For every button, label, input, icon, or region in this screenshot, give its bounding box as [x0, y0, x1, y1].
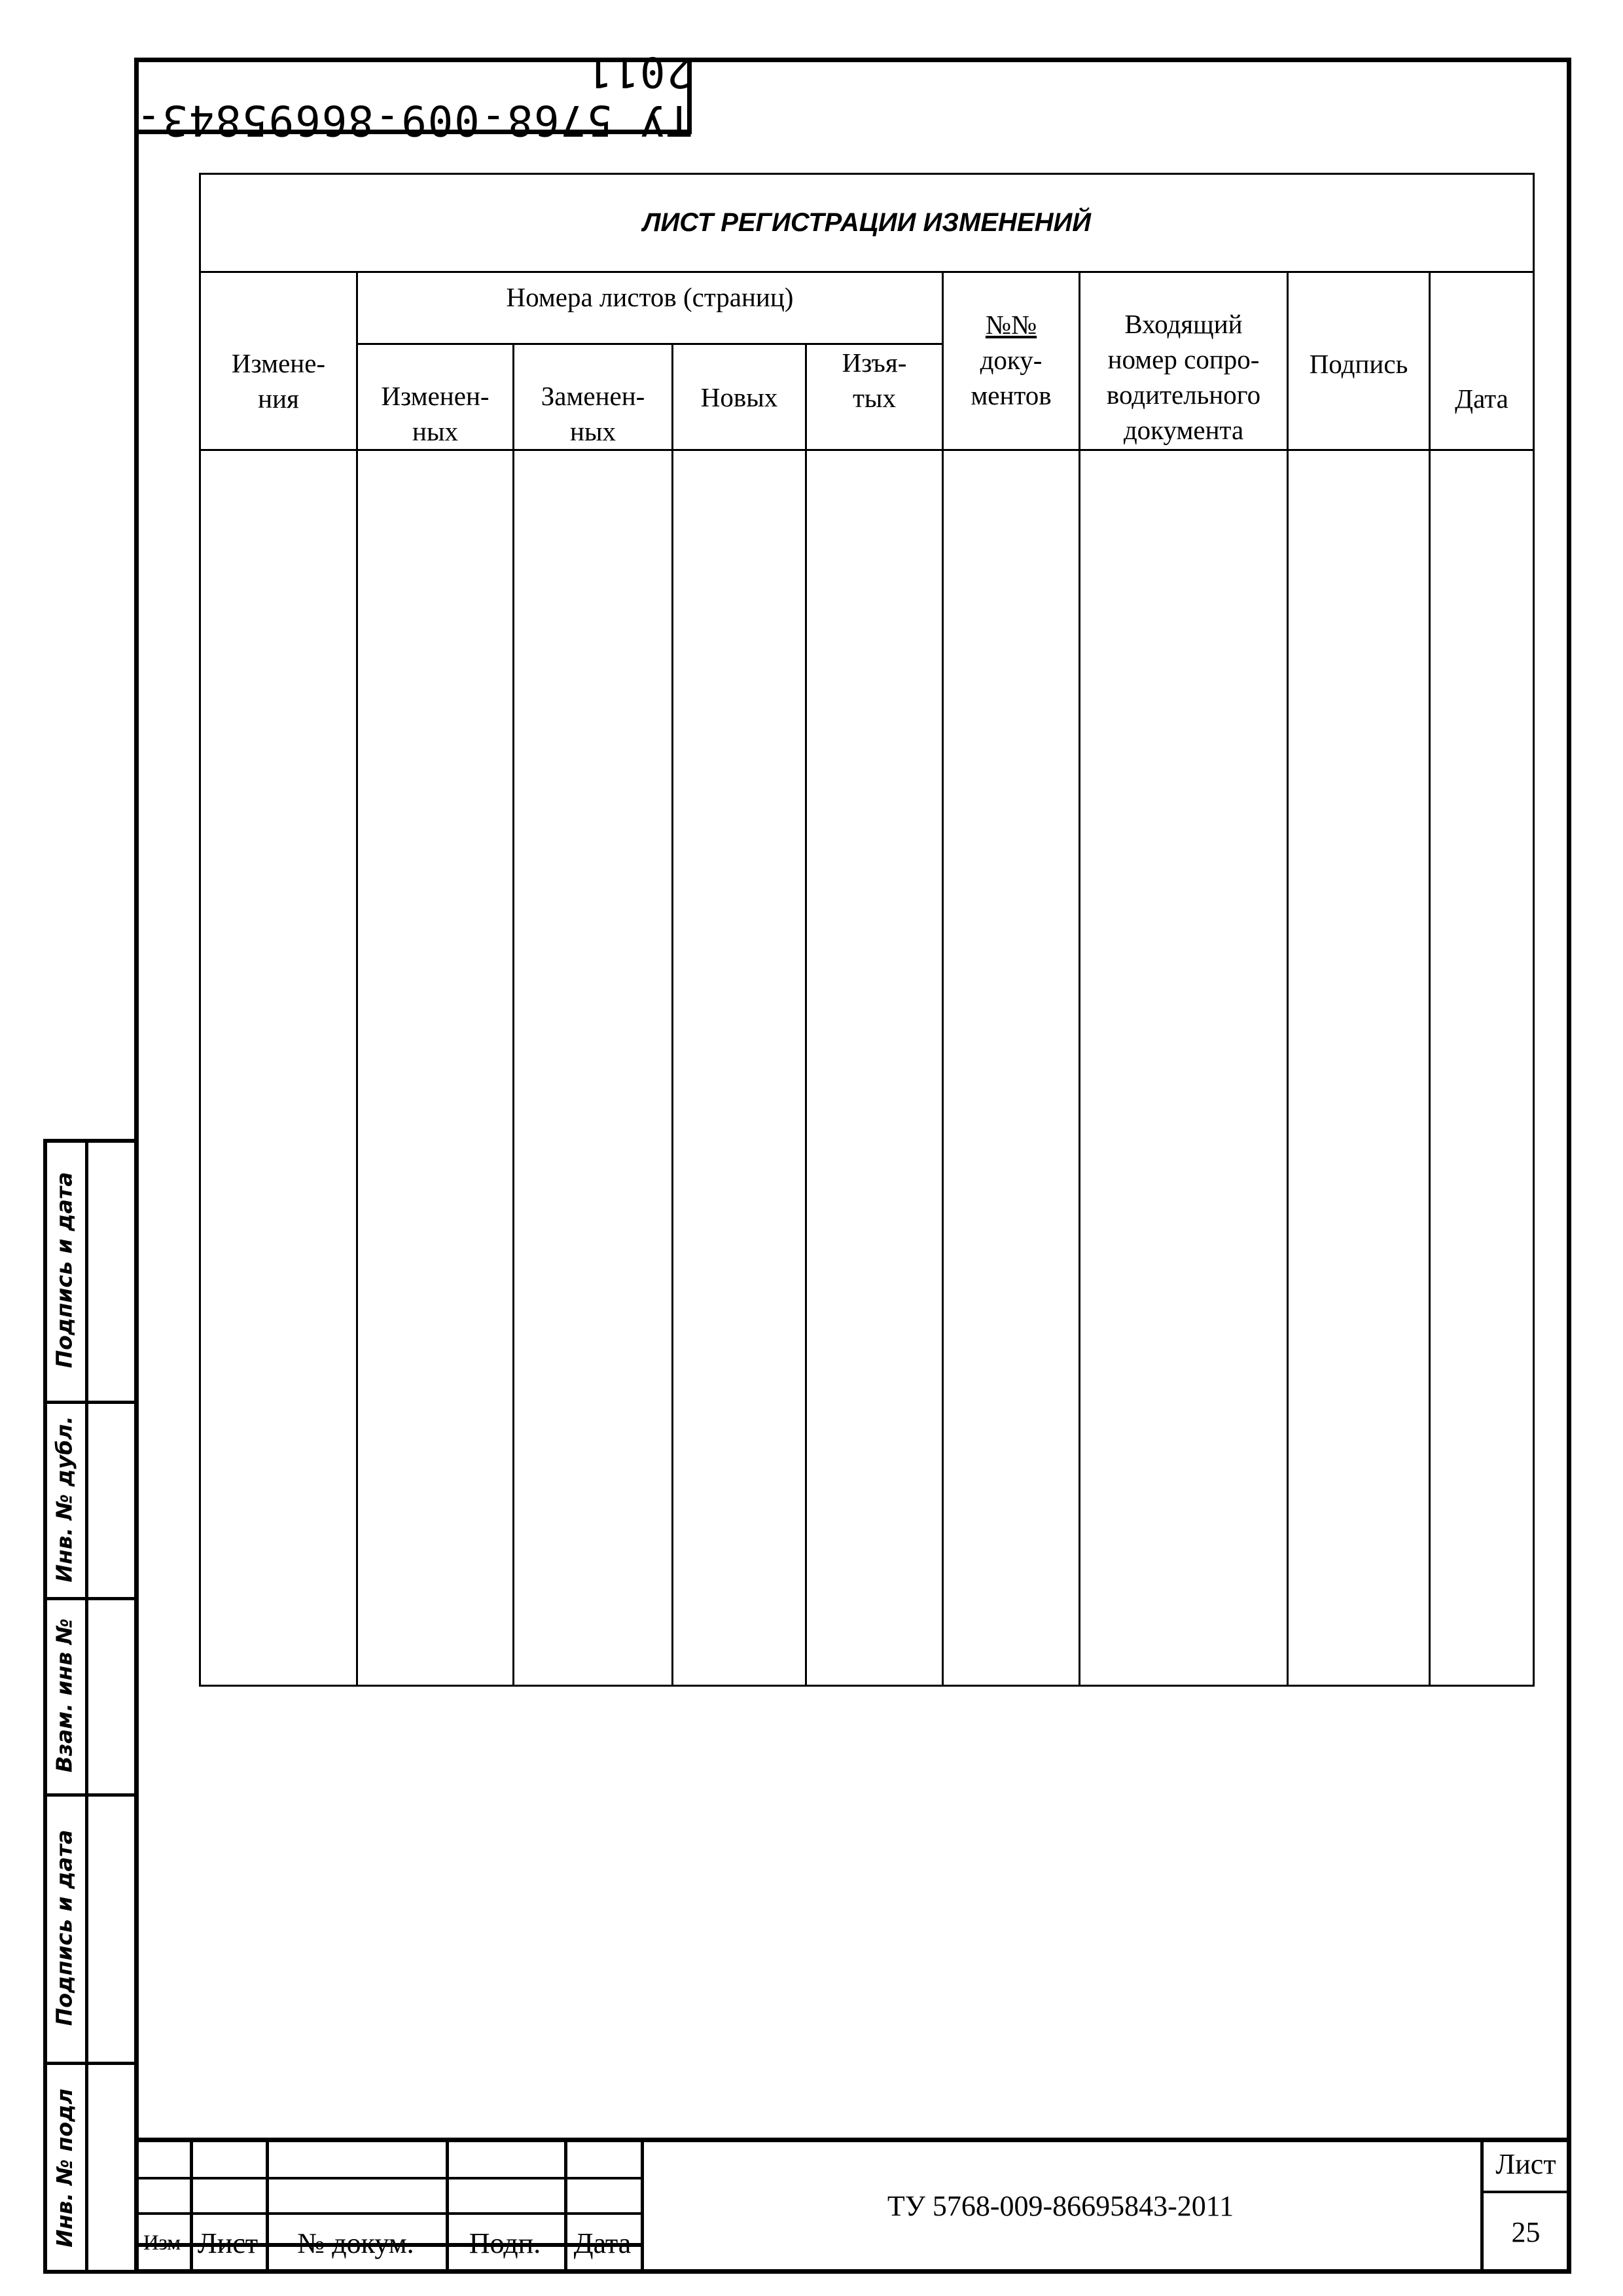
table-cell[interactable] [1080, 450, 1288, 1686]
tb-label-no-dokum: № докум. [297, 2227, 414, 2259]
tb-sheet-label: Лист [1495, 2148, 1556, 2180]
table-cell[interactable] [943, 450, 1080, 1686]
side-label-signature-date-2: Подпись и дата [51, 1829, 77, 2026]
side-label-inv-dubl: Инв. № дубл. [51, 1415, 77, 1583]
tb-label-podp: Подп. [469, 2227, 541, 2259]
table-row [200, 450, 1534, 1686]
col-header-zamenennyh: Заменен- ных [514, 344, 673, 450]
col-header-doc-number [943, 272, 1080, 450]
tb-label-data: Дата [573, 2227, 632, 2259]
table-cell[interactable] [357, 450, 514, 1686]
col-header-data: Дата [1430, 272, 1534, 450]
side-label-vzam-inv: Взам. инв № [51, 1618, 77, 1772]
col-header-izmenennyh: Изменен- ных [357, 344, 514, 450]
col-header-incoming-number: Входящий номер сопро- водительного документа [1080, 272, 1288, 450]
table-cell[interactable] [200, 450, 357, 1686]
side-label-inv-podl: Инв. № подл [51, 2088, 77, 2248]
col-header-nn: №№ [985, 310, 1037, 340]
change-registration-table [199, 173, 1535, 1687]
table-cell[interactable] [1430, 450, 1534, 1686]
table-title: ЛИСТ РЕГИСТРАЦИИ ИЗМЕНЕНИЙ [200, 174, 1534, 272]
tb-label-izm: Изм [143, 2231, 181, 2255]
col-header-izyatyh: Изъя- тых [806, 344, 943, 450]
col-group-sheet-numbers: Номера листов (страниц) [357, 272, 943, 344]
tb-label-list: Лист [197, 2227, 259, 2259]
col-header-izmeneniya: Измене- ния [200, 272, 357, 450]
tb-document-code: ТУ 5768-009-86695843-2011 [887, 2189, 1234, 2222]
side-divider [85, 1139, 88, 2274]
table-cell[interactable] [514, 450, 673, 1686]
title-block-divider [134, 2177, 641, 2179]
side-label-signature-date: Подпись и дата [51, 1172, 77, 1368]
top-stamp-code: ТУ 5768-009-86695843-2011 [134, 47, 692, 145]
col-header-novyh: Новых [673, 344, 806, 450]
col-header-podpis: Подпись [1288, 272, 1430, 450]
table-cell[interactable] [806, 450, 943, 1686]
table-cell[interactable] [1288, 450, 1430, 1686]
table-cell[interactable] [673, 450, 806, 1686]
col-header-dokumentov: доку- ментов [971, 345, 1052, 410]
tb-sheet-number: 25 [1511, 2216, 1541, 2248]
